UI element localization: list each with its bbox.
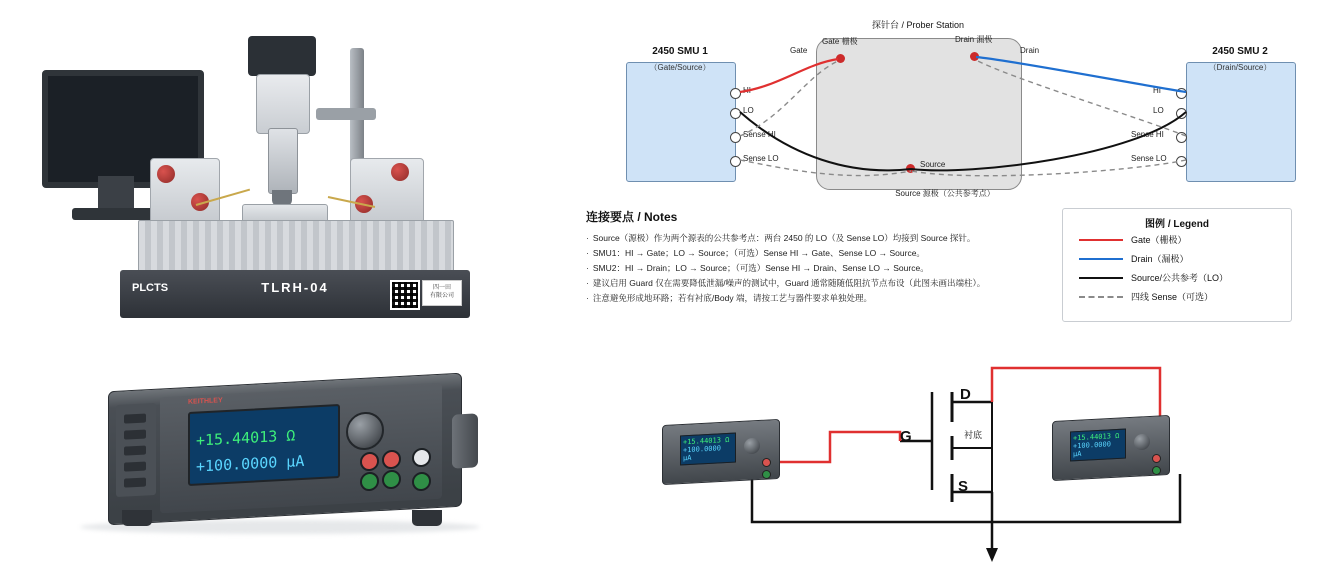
smu1-terminal-lo-label: LO	[743, 106, 754, 115]
right-voltage-reading: +15.44013 Ω	[1073, 431, 1120, 443]
base-brand-label: PLCTS	[132, 282, 169, 294]
probe-station-photo	[20, 8, 540, 338]
smu-brand-label: KEITHLEY	[188, 397, 223, 406]
drain-wire-label: Drain	[1020, 46, 1040, 55]
microscope-tube	[268, 128, 298, 194]
right-current-reading: +100.0000 µA	[1073, 440, 1111, 459]
left-voltage-reading: +15.44013 Ω	[683, 435, 730, 447]
right-hi-jack[interactable]	[1152, 454, 1161, 463]
prober-title: 探针台 / Prober Station	[871, 20, 965, 30]
smu2-terminal-hi-label: HI	[1153, 86, 1161, 95]
fet-source-label: S	[958, 478, 969, 495]
base-model-label: TLRH-04	[261, 280, 329, 295]
smu-display	[188, 404, 340, 486]
legend-item-sense	[1063, 287, 1291, 306]
schematic-left-instrument	[658, 412, 782, 488]
source-caption: Source 源极（公共参考点）	[895, 189, 995, 198]
smu1-subtitle: （Gate/Source）	[649, 63, 711, 72]
connection-wires	[580, 6, 1340, 206]
smu2-terminal-sense-hi-label: Sense HI	[1131, 130, 1164, 139]
smu1-terminal-sense-lo-label: Sense LO	[743, 154, 779, 163]
gate-wire-label: Gate	[790, 46, 808, 55]
note-item: · SMU1：HI → Gate；LO → Source；（可选）Sense HI → Gate、Sense LO → Source。	[586, 246, 1046, 261]
smu-voltage-reading: +15.44013 Ω	[196, 426, 296, 450]
smu1-terminal-hi-label: HI	[743, 86, 751, 95]
legend-label-gate: Gate（栅极）	[1131, 235, 1187, 245]
source-node-label: Source	[920, 160, 946, 169]
legend-swatch-sense	[1079, 296, 1123, 298]
legend-title: 图例 / Legend	[1145, 219, 1209, 230]
smu2-title: 2450 SMU 2	[1212, 46, 1268, 57]
smu-left-panel	[116, 403, 156, 497]
fet-body-label: 衬底	[964, 430, 983, 440]
notes-block	[586, 208, 1046, 306]
smu2-subtitle: （Drain/Source）	[1208, 63, 1272, 72]
smu-foot-right	[412, 510, 442, 526]
left-instrument-display	[680, 433, 736, 466]
legend-item-drain	[1063, 249, 1291, 268]
microscope-arm	[316, 108, 376, 120]
legend-swatch-gate	[1079, 239, 1123, 241]
left-hi-jack[interactable]	[762, 458, 771, 467]
note-item: · SMU2：HI → Drain；LO → Source；（可选）Sense HI → Drain、Sense LO → Source。	[586, 261, 1046, 276]
legend-item-gate	[1063, 230, 1291, 249]
qr-code	[390, 280, 420, 310]
smu-foot-left	[122, 510, 152, 526]
smu1-title: 2450 SMU 1	[652, 46, 708, 57]
left-lo-jack[interactable]	[762, 470, 771, 479]
notes-title: 连接要点 / Notes	[586, 210, 678, 224]
legend-label-sense: 四线 Sense（可选）	[1131, 292, 1214, 302]
schematic-right-instrument	[1048, 408, 1172, 484]
legend-box	[1062, 208, 1292, 322]
keithley-2450-photo	[60, 360, 520, 560]
legend-item-source	[1063, 268, 1291, 287]
smu-side-handle	[452, 413, 478, 468]
fet-schematic	[600, 350, 1340, 580]
camera-head	[248, 36, 316, 76]
legend-swatch-drain	[1079, 258, 1123, 260]
microscope-body	[256, 74, 310, 134]
legend-swatch-source	[1079, 277, 1123, 279]
gate-node-label: Gate 栅极	[822, 37, 858, 46]
fet-gate-label: G	[900, 428, 912, 445]
note-item: · Source（源极）作为两个源表的公共参考点：两台 2450 的 LO（及 Sense LO）均接到 Source 探针。	[586, 231, 1046, 246]
legend-label-source: Source/公共参考（LO）	[1131, 273, 1229, 283]
prober-connection-diagram	[580, 6, 1340, 206]
drain-node-label: Drain 漏极	[955, 35, 993, 44]
badge-line-2: 有限公司	[429, 293, 454, 299]
badge-line-1: 四一田	[432, 285, 451, 291]
note-item: · 注意避免形成地环路；若有衬底/Body 端，请按工艺与器件要求单独处理。	[586, 291, 1046, 306]
base-badge	[422, 280, 462, 306]
fet-drain-label: D	[960, 386, 971, 403]
legend-label-drain: Drain（漏极）	[1131, 254, 1189, 264]
right-instrument-display	[1070, 429, 1126, 462]
smu-current-reading: +100.0000 µA	[196, 451, 305, 476]
smu1-terminal-sense-hi-label: Sense HI	[743, 130, 776, 139]
smu2-terminal-sense-lo-label: Sense LO	[1131, 154, 1167, 163]
note-item: · 建议启用 Guard 仅在需要降低泄漏/噪声的测试中，Guard 通常随随低阻抗节点布设（此图未画出端柱）。	[586, 276, 1046, 291]
optical-breadboard	[138, 220, 454, 274]
left-current-reading: +100.0000 µA	[683, 444, 721, 463]
right-lo-jack[interactable]	[1152, 466, 1161, 475]
smu2-terminal-lo-label: LO	[1153, 106, 1164, 115]
